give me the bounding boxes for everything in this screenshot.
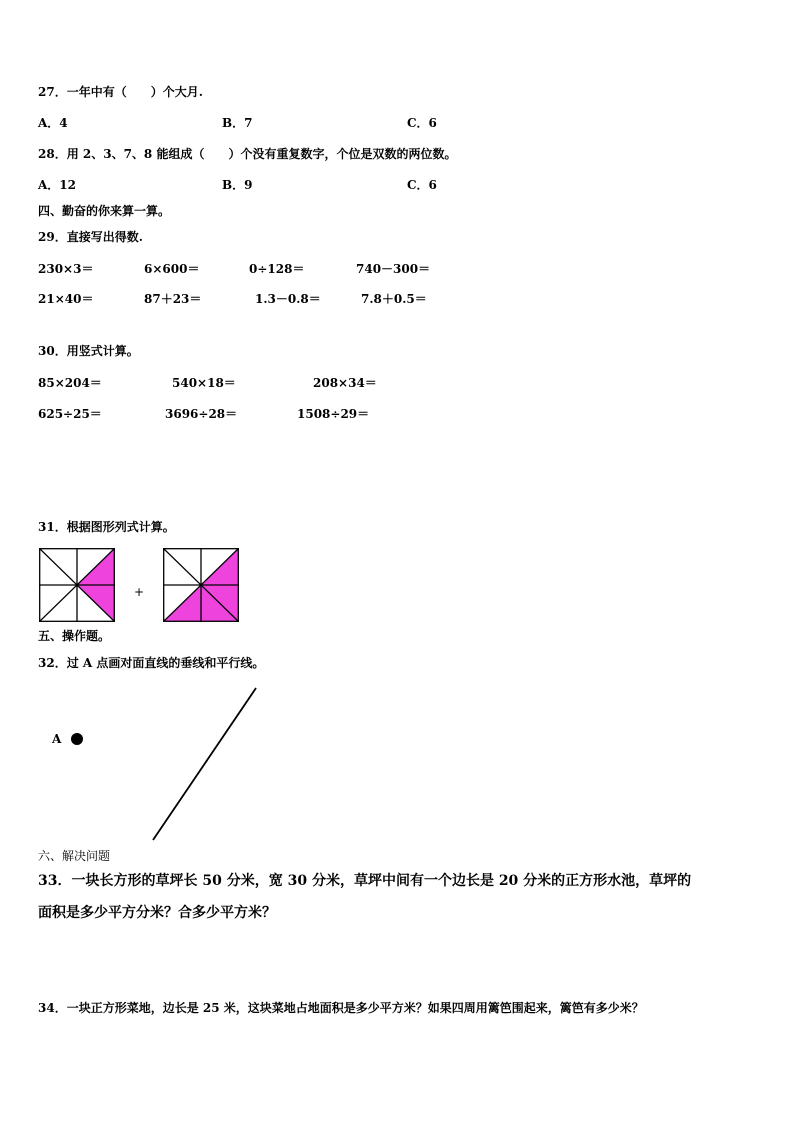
q33-line-1: 33．一块长方形的草坪长 50 分米，宽 30 分米，草坪中间有一个边长是 20 分米的正方形水池，草坪的 — [38, 873, 692, 889]
q31-left-square-figure — [39, 548, 115, 622]
q32-stem: 32．过 A 点画对面直线的垂线和平行线。 — [38, 656, 265, 670]
q30-item-5: 3696÷28＝ — [165, 407, 238, 421]
q33-line-2: 面积是多少平方分米？合多少平方米？ — [38, 905, 276, 921]
q29-item-2: 6×600＝ — [144, 262, 200, 276]
section-heading-6: 六、解决问题 — [38, 849, 111, 863]
q30-item-3: 208×34＝ — [313, 376, 377, 390]
q30-item-4: 625÷25＝ — [38, 407, 102, 421]
section-heading-4: 四、勤奋的你来算一算。 — [38, 204, 171, 218]
q27-option-a: A．4 — [38, 116, 68, 130]
q29-item-3: 0÷128＝ — [249, 262, 305, 276]
q31-right-square-figure — [163, 548, 239, 622]
q30-stem: 30．用竖式计算。 — [38, 344, 139, 358]
q29-stem: 29．直接写出得数. — [38, 230, 143, 244]
q30-item-6: 1508÷29＝ — [297, 407, 370, 421]
q30-item-1: 85×204＝ — [38, 376, 102, 390]
q29-item-1: 230×3＝ — [38, 262, 94, 276]
q29-item-8: 7.8＋0.5＝ — [361, 292, 427, 306]
q29-item-4: 740－300＝ — [356, 262, 431, 276]
point-a-label: A — [52, 732, 62, 746]
q29-item-5: 21×40＝ — [38, 292, 94, 306]
plus-sign: + — [134, 585, 145, 599]
q28-stem: 28．用 2、3、7、8 能组成（ ）个没有重复数字，个位是双数的两位数。 — [38, 147, 457, 161]
q28-option-c: C．6 — [407, 178, 437, 192]
q29-item-7: 1.3－0.8＝ — [255, 292, 321, 306]
point-a-dot — [70, 732, 84, 746]
q27-stem: 27．一年中有（ ）个大月. — [38, 85, 203, 99]
q27-option-b: B．7 — [222, 116, 253, 130]
q29-item-6: 87＋23＝ — [144, 292, 202, 306]
q31-stem: 31．根据图形列式计算。 — [38, 520, 175, 534]
q30-item-2: 540×18＝ — [172, 376, 236, 390]
q34-stem: 34．一块正方形菜地，边长是 25 米，这块菜地占地面积是多少平方米？如果四周用篱笆围起来，篱笆有多少米？ — [38, 1001, 644, 1015]
section-heading-5: 五、操作题。 — [38, 629, 111, 643]
q27-option-c: C．6 — [407, 116, 437, 130]
q28-option-b: B．9 — [222, 178, 253, 192]
given-straight-line — [150, 686, 260, 842]
q28-option-a: A．12 — [38, 178, 77, 192]
